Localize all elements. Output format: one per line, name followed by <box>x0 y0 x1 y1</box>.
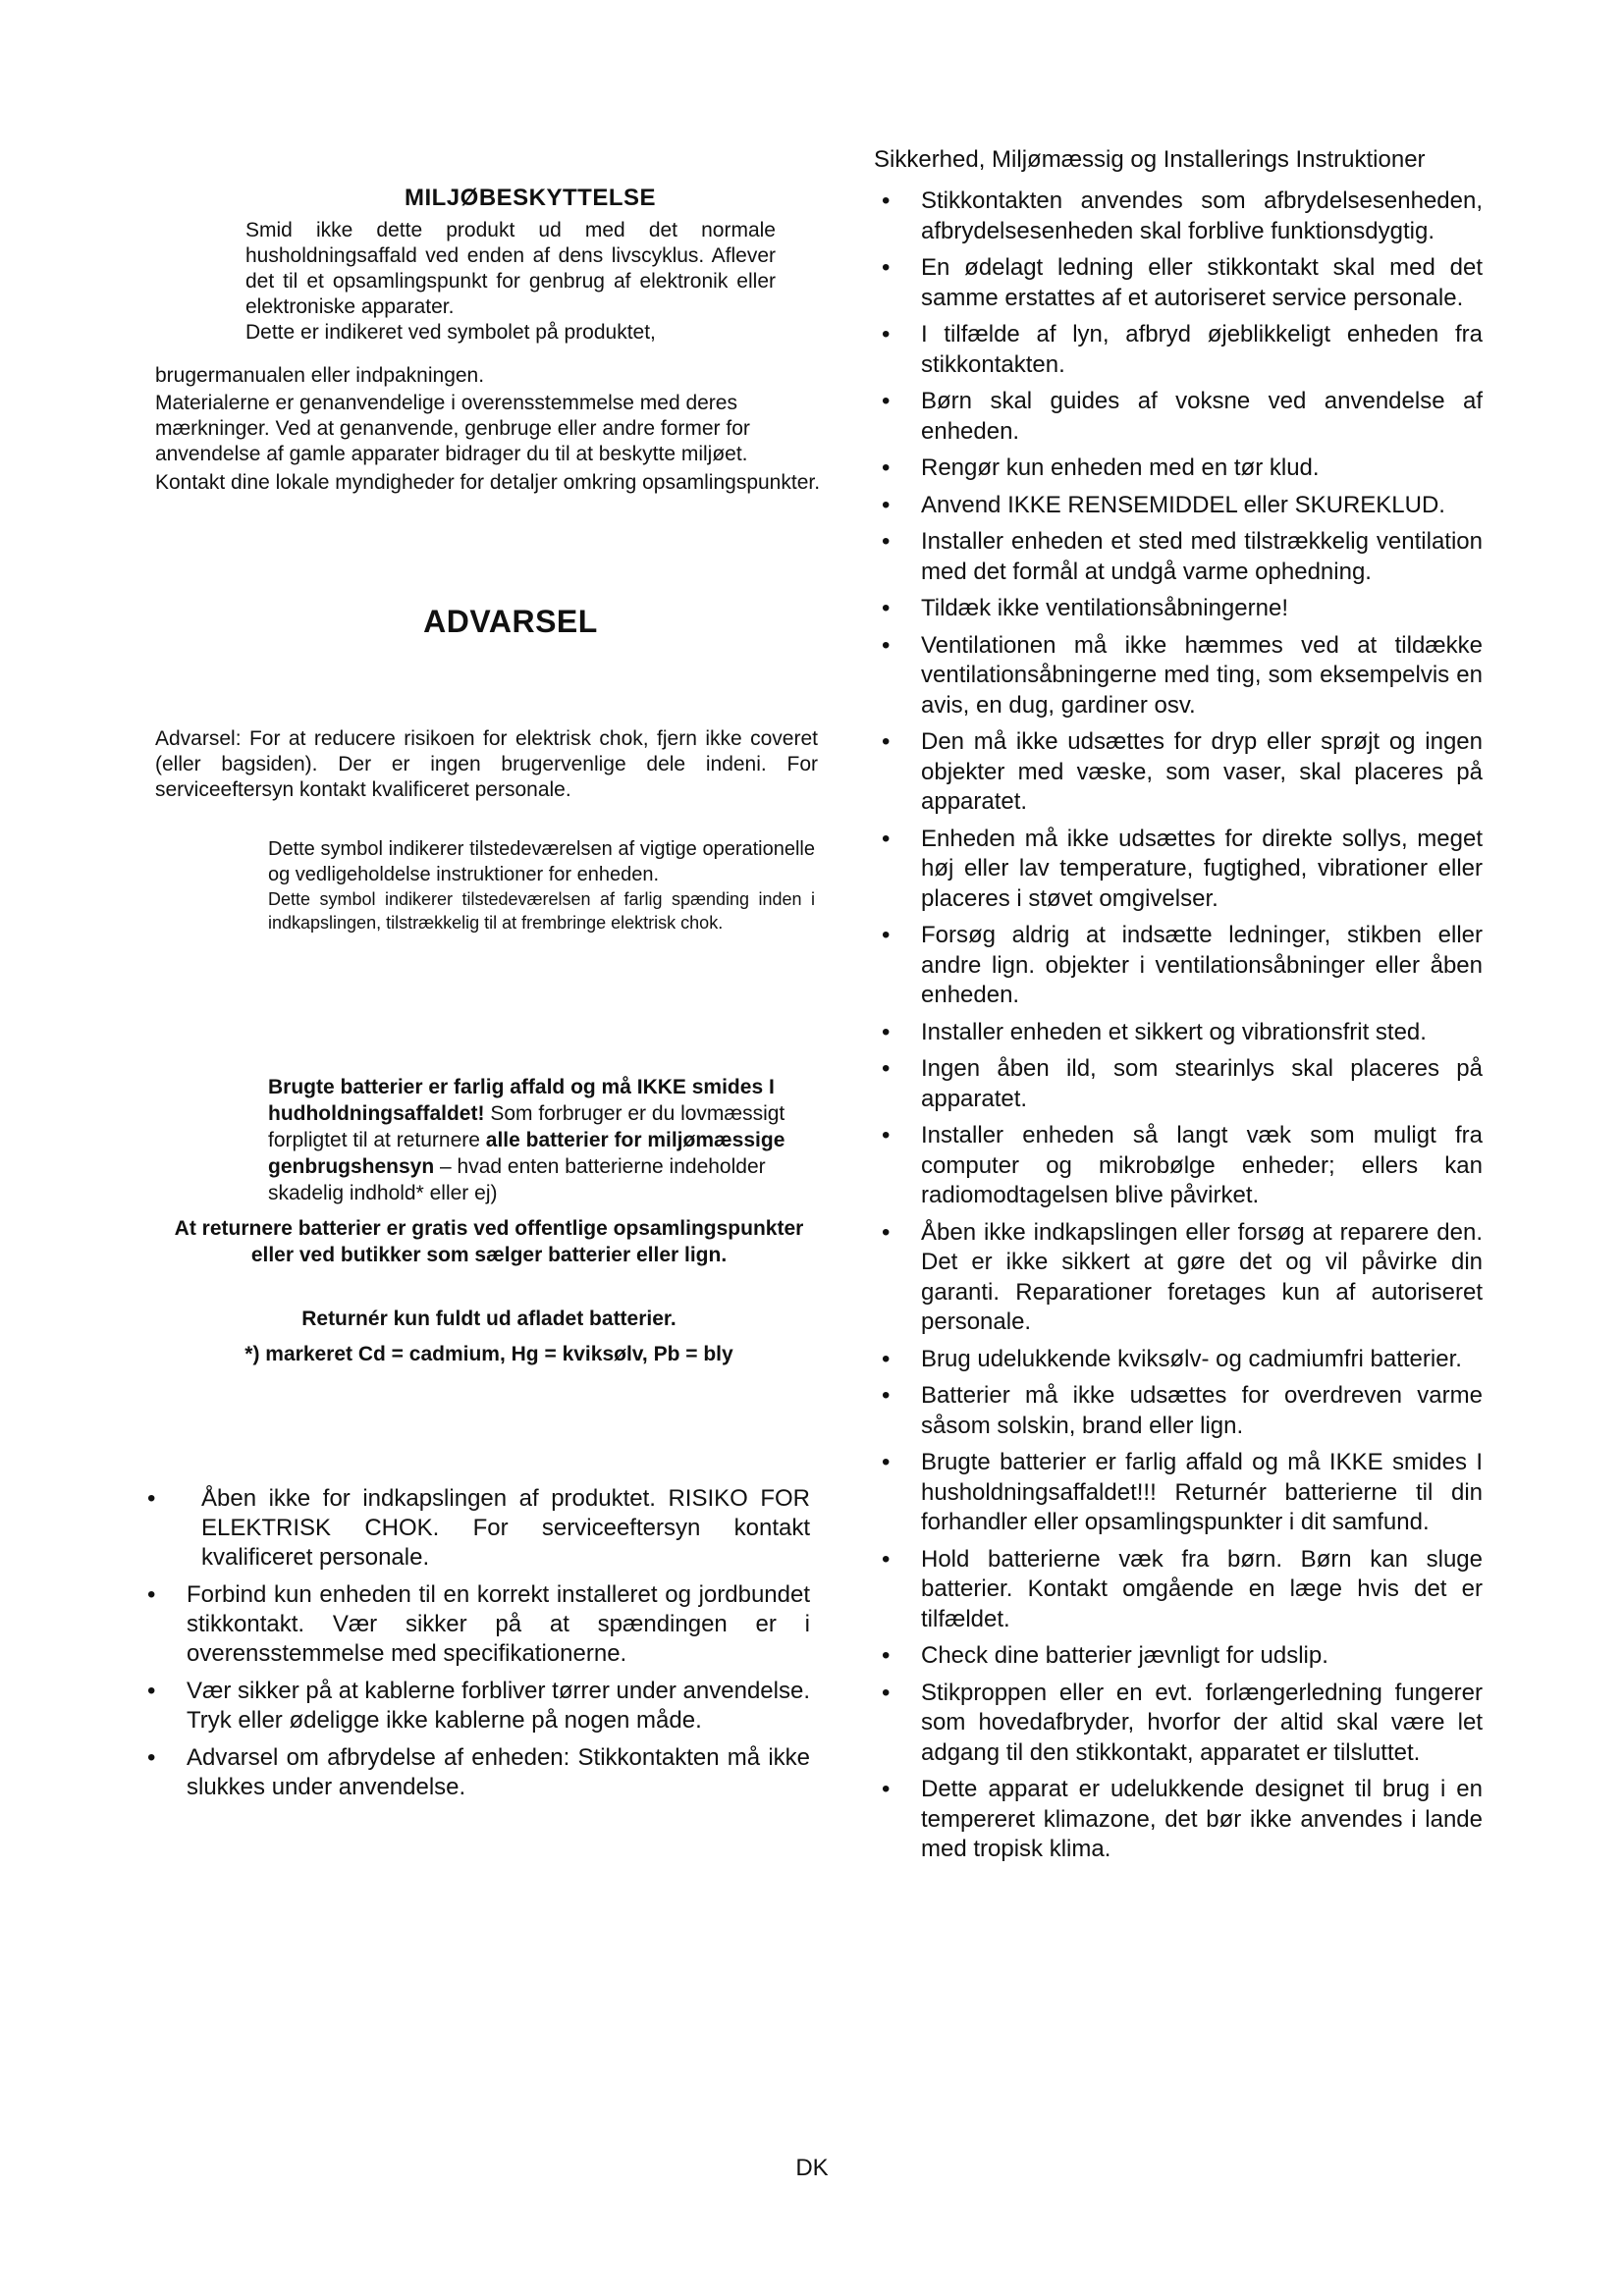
list-item: • Installer enheden et sikkert og vibrationsfrit sted. <box>882 1018 1483 1048</box>
list-item: • I tilfælde af lyn, afbryd øjeblikkeligt enheden fra stikkontakten. <box>882 320 1483 380</box>
list-item: • Stikproppen eller en evt. forlængerledning fungerer som hovedafbryder, hvorfor der altid skal være let adgang til den stikkontakt, apparatet er tilsluttet. <box>882 1679 1483 1769</box>
environment-intro <box>245 218 776 346</box>
list-item: • Brug udelukkende kviksølv- og cadmiumfri batterier. <box>882 1345 1483 1375</box>
list-item: • Åben ikke indkapslingen eller forsøg at reparere den. Det er ikke sikkert at gøre det og vil påvirke din garanti. Reparationer foretages kun af autoriseret personale. <box>882 1218 1483 1338</box>
list-item: • Ventilationen må ikke hæmmes ved at tildække ventilationsåbningerne med ting, som eksempelvis en avis, en dug, gardiner osv. <box>882 631 1483 721</box>
list-item: • Enheden må ikke udsættes for direkte sollys, meget høj eller lav temperature, fugtighed, vibrationer eller placeres i støvet omgivelser. <box>882 825 1483 915</box>
list-item: • Ingen åben ild, som stearinlys skal placeres på apparatet. <box>882 1054 1483 1114</box>
environment-contact: Kontakt dine lokale myndigheder for detaljer omkring opsamlingspunkter. <box>155 471 821 494</box>
list-item: • Brugte batterier er farlig affald og må IKKE smides I husholdningsaffaldet!!! Returnér batterierne til din forhandler eller opsamlingspunkter i dit samfund. <box>882 1448 1483 1538</box>
warning-text: Advarsel: For at reducere risikoen for elektrisk chok, fjern ikke coveret (eller bagsiden). Der er ingen brugervenlige dele indeni. For serviceeftersyn kontakt kvalificeret personale. <box>155 727 818 801</box>
symbol-explanations <box>268 836 815 934</box>
list-item: • Hold batterierne væk fra børn. Børn kan sluge batterier. Kontakt omgående en læge hvis det er tilfældet. <box>882 1545 1483 1635</box>
battery-discharged: Returnér kun fuldt ud afladet batterier. <box>301 1308 677 1330</box>
list-item: • Den må ikke udsættes for dryp eller sprøjt og ingen objekter med væske, som vaser, skal placeres på apparatet. <box>882 727 1483 818</box>
list-item: • Vær sikker på at kablerne forbliver tørrer under anvendelse. Tryk eller ødeligge ikke kablerne på nogen måde. <box>147 1677 810 1735</box>
list-item: • Åben ikke for indkapslingen af produktet. RISIKO FOR ELEKTRISK CHOK. For serviceeftersyn kontakt kvalificeret personale. <box>147 1484 810 1573</box>
list-item: • Forbind kun enheden til en korrekt installeret og jordbundet stikkontakt. Vær sikker på at spændingen er i overensstemmelse med specifikationerne. <box>147 1580 810 1669</box>
environment-manual-line: brugermanualen eller indpakningen. <box>155 364 485 387</box>
list-item: • En ødelagt ledning eller stikkontakt skal med det samme erstattes af et autoriseret service personale. <box>882 253 1483 313</box>
list-item: • Check dine batterier jævnligt for udslip. <box>882 1641 1483 1672</box>
warning-heading: ADVARSEL <box>423 604 598 639</box>
list-item: • Installer enheden et sted med tilstrækkelig ventilation med det formål at undgå varme ophedning. <box>882 527 1483 587</box>
left-bullet-list <box>147 1484 810 1810</box>
list-item: • Installer enheden så langt væk som muligt fra computer og mikrobølge enheder; ellers kan radiomodtagelsen blive påvirket. <box>882 1121 1483 1211</box>
environment-symbol-note: Dette er indikeret ved symbolet på produktet, <box>245 321 656 344</box>
symbol-exclamation-text: Dette symbol indikerer tilstedeværelsen af vigtige operationelle og vedligeholdelse instruktioner for enheden. <box>268 838 815 885</box>
environment-materials: Materialerne er genanvendelige i overensstemmelse med deres mærkninger. Ved at genanvende, genbruge eller andre former for anvendelse af gamle apparater bidrager du til at beskytte miljøet. <box>155 392 750 465</box>
right-section-title: Sikkerhed, Miljømæssig og Installerings Instruktioner <box>874 146 1426 173</box>
battery-legend: *) markeret Cd = cadmium, Hg = kviksølv, Pb = bly <box>244 1343 733 1365</box>
list-item: • Børn skal guides af voksne ved anvendelse af enheden. <box>882 387 1483 447</box>
battery-text-1: Som forbruger er du lovmæssigt forpligtet til at returnere <box>268 1102 785 1151</box>
list-item: • Tildæk ikke ventilationsåbningerne! <box>882 594 1483 624</box>
list-item: • Forsøg aldrig at indsætte ledninger, stikben eller andre lign. objekter i ventilationsåbninger eller åben enheden. <box>882 921 1483 1011</box>
symbol-lightning-text: Dette symbol indikerer tilstedeværelsen af farlig spænding inden i indkapslingen, tilstrækkelig til at frembringe elektrisk chok. <box>268 889 815 933</box>
battery-text-2: – hvad enten batterierne indeholder skadelig indhold* eller ej) <box>268 1155 766 1204</box>
list-item: • Batterier må ikke udsættes for overdreven varme såsom solskin, brand eller lign. <box>882 1381 1483 1441</box>
list-item: • Stikkontakten anvendes som afbrydelsesenheden, afbrydelsesenheden skal forblive funktionsdygtig. <box>882 187 1483 246</box>
list-item: • Anvend IKKE RENSEMIDDEL eller SKUREKLUD. <box>882 491 1483 521</box>
environment-body <box>155 391 823 499</box>
battery-free-return: At returnere batterier er gratis ved offentlige opsamlingspunkter eller ved butikker som sælger batterier eller lign. <box>174 1217 804 1266</box>
right-bullet-list <box>882 187 1483 1872</box>
battery-bold-1: Brugte batterier er farlig affald og må IKKE smides I hudholdningsaffaldet! <box>268 1076 775 1125</box>
battery-bold-2: alle batterier for miljømæssige genbrugshensyn <box>268 1129 785 1178</box>
page-footer-language: DK <box>795 2155 829 2181</box>
battery-notice <box>268 1074 815 1206</box>
list-item: • Rengør kun enheden med en tør klud. <box>882 454 1483 484</box>
list-item: • Dette apparat er udelukkende designet til brug i en tempereret klimazone, det bør ikke anvendes i lande med tropisk klima. <box>882 1775 1483 1865</box>
environment-intro-text: Smid ikke dette produkt ud med det normale husholdningsaffald ved enden af dens livscyklus. Aflever det til et opsamlingspunkt for genbrug af elektronik eller elektroniske apparater. <box>245 219 776 318</box>
environment-heading: MILJØBESKYTTELSE <box>404 185 657 211</box>
list-item: • Advarsel om afbrydelse af enheden: Stikkontakten må ikke slukkes under anvendelse. <box>147 1743 810 1802</box>
